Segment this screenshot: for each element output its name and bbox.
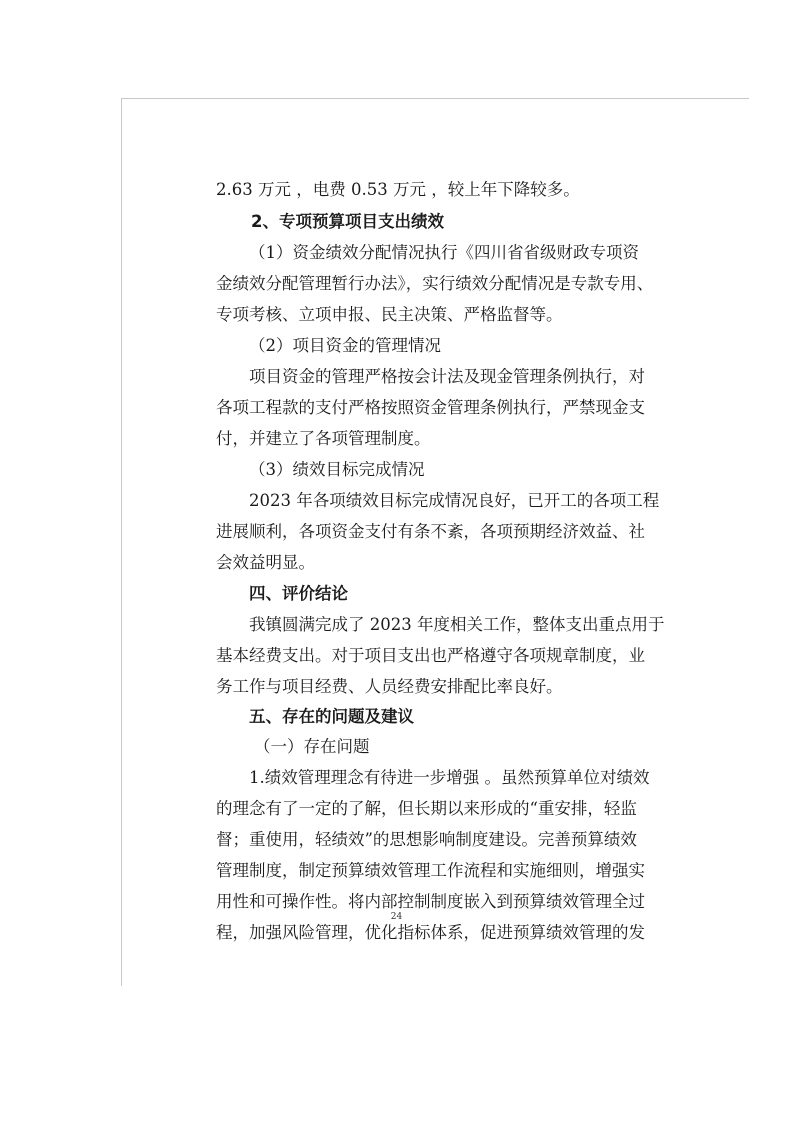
page-border-left: [121, 98, 122, 986]
subsection-heading: （一）存在问题: [254, 737, 370, 756]
body-text-line: 项目资金的管理严格按会计法及现金管理条例执行，对: [249, 367, 645, 386]
body-text-line: 2.63 万元 ，电费 0.53 万元 ，较上年下降较多。: [216, 180, 580, 199]
body-text-line: 程，加强风险管理，优化指标体系，促进预算绩效管理的发: [216, 923, 645, 942]
body-text-line: 的理念有了一定的了解，但长期以来形成的“重安排，轻监: [216, 799, 637, 818]
body-text-line: （1）资金绩效分配情况执行《四川省省级财政专项资: [249, 243, 639, 262]
body-text-line: 付，并建立了各项管理制度。: [216, 429, 431, 448]
body-text-line: 1.绩效管理理念有待进一步增强 。虽然预算单位对绩效: [249, 768, 650, 787]
section-heading: 四、评价结论: [249, 584, 348, 603]
body-text-line: 各项工程款的支付严格按照资金管理条例执行，严禁现金支: [216, 398, 645, 417]
page-number: 24: [390, 912, 403, 922]
body-text-line: 金绩效分配管理暂行办法》，实行绩效分配情况是专款专用、: [216, 274, 654, 293]
subsection-heading: （3）绩效目标完成情况: [249, 460, 425, 479]
body-text-line: 进展顺利，各项资金支付有条不紊，各项预期经济效益、社: [216, 522, 645, 541]
page-border-top: [121, 98, 749, 99]
body-text-line: 专项考核、立项申报、民主决策、严格监督等。: [216, 305, 563, 324]
body-text-line: 2023 年各项绩效目标完成情况良好，已开工的各项工程: [249, 491, 660, 510]
body-text-line: 会效益明显。: [216, 553, 315, 572]
body-text-line: 督；重使用，轻绩效”的思想影响制度建设。完善预算绩效: [216, 830, 637, 849]
section-heading: 五、存在的问题及建议: [249, 707, 414, 726]
subsection-heading: （2）项目资金的管理情况: [249, 336, 441, 355]
body-text-line: 务工作与项目经费、人员经费安排配比率良好。: [216, 677, 563, 696]
section-heading: 2、专项预算项目支出绩效: [251, 212, 444, 231]
body-text-line: 管理制度，制定预算绩效管理工作流程和实施细则，增强实: [216, 861, 645, 880]
body-text-line: 基本经费支出。对于项目支出也严格遵守各项规章制度，业: [216, 646, 645, 665]
body-text-line: 用性和可操作性。将内部控制制度嵌入到预算绩效管理全过: [216, 892, 645, 911]
body-text-line: 我镇圆满完成了 2023 年度相关工作，整体支出重点用于: [249, 615, 665, 634]
